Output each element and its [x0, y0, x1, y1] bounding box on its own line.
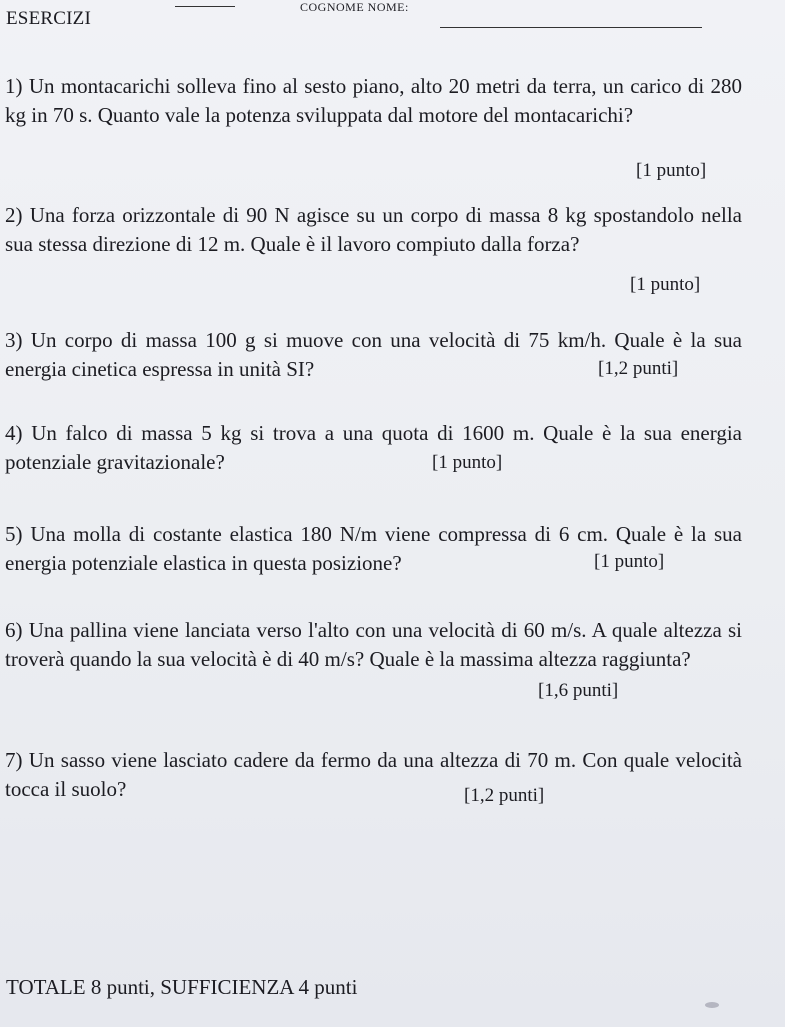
name-field-label: COGNOME NOME:: [300, 0, 409, 14]
exercise-1-text: 1) Un montacarichi solleva fino al sesto piano, alto 20 metri da terra, un carico di 280 kg in 70 s. Quanto vale la potenza sviluppata dal motore del montacarichi?: [5, 74, 742, 127]
exercise-4: [5, 419, 742, 477]
name-underline-left: [175, 6, 235, 7]
exercise-4-text: 4) Un falco di massa 5 kg si trova a una quota di 1600 m. Quale è la sua energia potenziale gravitazionale?: [5, 421, 742, 474]
exercise-7: [5, 746, 742, 804]
exercise-2: [5, 201, 742, 259]
exercise-1: [5, 72, 742, 130]
exercise-1-points: [1 punto]: [636, 160, 707, 181]
exercise-6-points: [1,6 punti]: [538, 680, 619, 701]
exercise-2-points: [1 punto]: [630, 274, 701, 295]
exercise-5-text: 5) Una molla di costante elastica 180 N/m viene compressa di 6 cm. Quale è la sua energia potenziale elastica in questa posizione?: [5, 522, 742, 575]
paper-mark: [705, 1002, 719, 1008]
exercise-6-text: 6) Una pallina viene lanciata verso l'alto con una velocità di 60 m/s. A quale altezza si troverà quando la sua velocità è di 40 m/s? Quale è la massima altezza raggiunta?: [5, 618, 742, 671]
worksheet-title: ESERCIZI: [6, 8, 91, 29]
exercise-6: [5, 616, 742, 674]
exercise-5-points: [1 punto]: [594, 551, 665, 572]
exercise-3-text: 3) Un corpo di massa 100 g si muove con una velocità di 75 km/h. Quale è la sua energia cinetica espressa in unità SI?: [5, 328, 742, 381]
exercise-3-points: [1,2 punti]: [598, 358, 679, 379]
exercise-2-text: 2) Una forza orizzontale di 90 N agisce su un corpo di massa 8 kg spostandolo nella sua stessa direzione di 12 m. Quale è il lavoro compiuto dalla forza?: [5, 203, 742, 256]
exercise-4-points: [1 punto]: [432, 452, 503, 473]
total-score: TOTALE 8 punti, SUFFICIENZA 4 punti: [6, 975, 358, 999]
exercise-7-text: 7) Un sasso viene lasciato cadere da fermo da una altezza di 70 m. Con quale velocità tocca il suolo?: [5, 748, 742, 801]
exercise-7-points: [1,2 punti]: [464, 785, 545, 806]
name-underline: [440, 27, 702, 28]
